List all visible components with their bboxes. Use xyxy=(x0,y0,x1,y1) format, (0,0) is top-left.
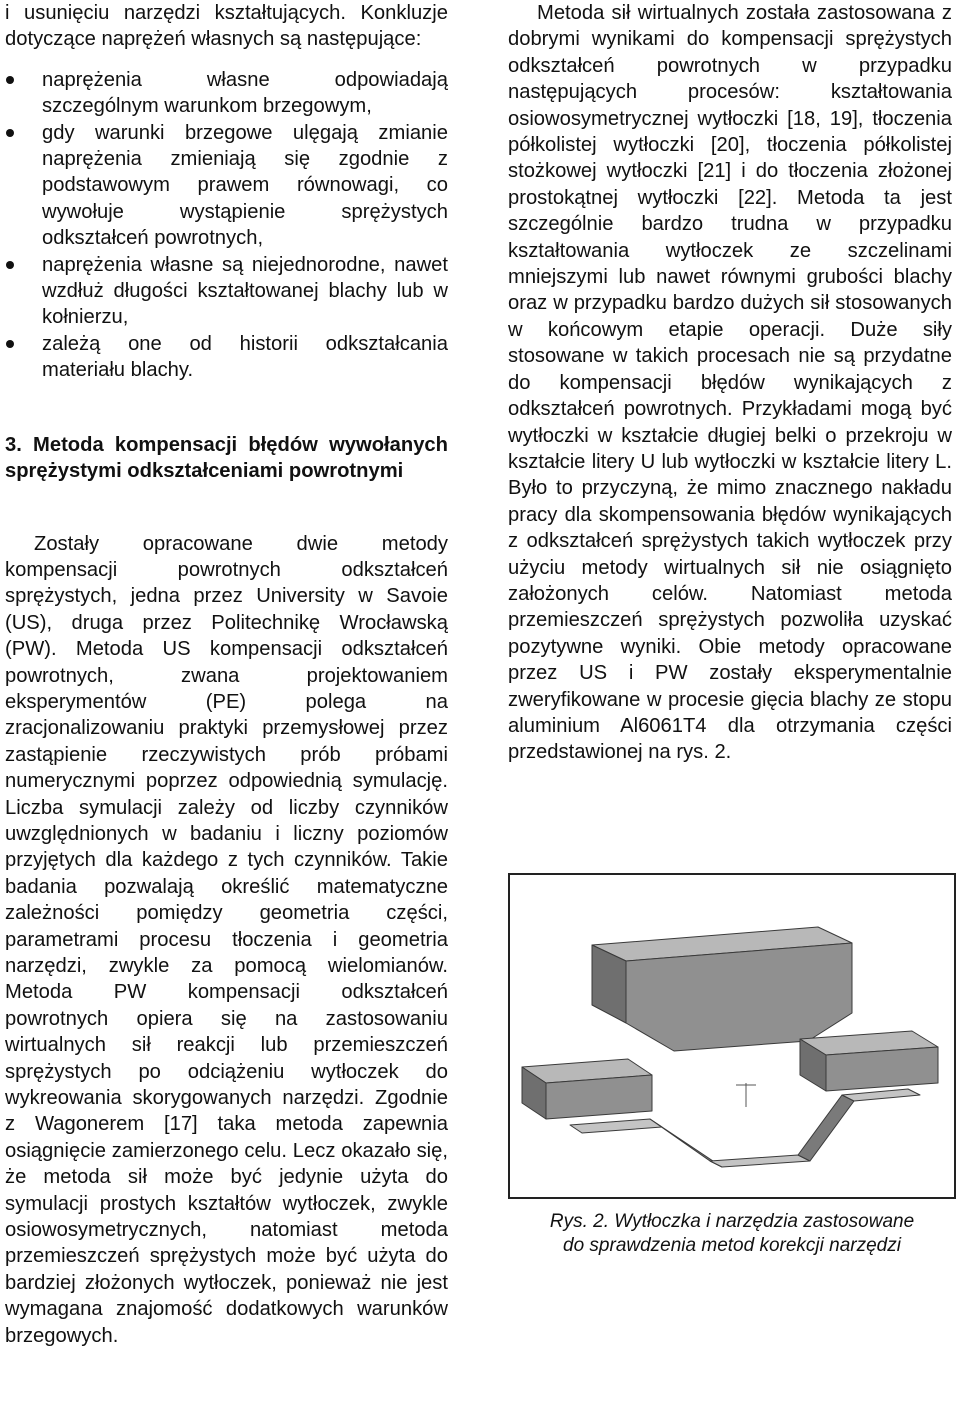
list-item: naprężenia własne odpowiadają szczególnym warunkom brzegowym, xyxy=(5,67,448,120)
sheet-right-wall xyxy=(798,1095,854,1161)
sheet-right-flange xyxy=(842,1089,920,1101)
figure-2 xyxy=(508,873,956,1199)
left-die-front-face xyxy=(546,1075,652,1119)
punch-front-face xyxy=(626,943,852,1051)
body-paragraph: Zostały opracowane dwie metody kompensacji powrotnych odkształceń sprężystych, jedna przez University w Savoie (US), druga przez Politechnikę Wrocławską (PW). Metoda US kompensacji odkształceń powrotnych, zwana projektowaniem eksperymentów (PE) polega na zracjonalizowaniu praktyki przemysłowej przez zastąpienie rzeczywistych prób próbami numerycznymi poprzez odpowiednią symulację. Liczba symulacji zależy od liczby czynników uwzględnionych w badaniu i liczny poziomów przyjętych dla każdego z tych czynników. Takie badania pozwalają określić matematyczne zależności pomiędzy geometria części, parametrami procesu tłoczenia i geometria narzędzi, zwykle za pomocą wielomianów. Metoda PW kompensacji odkształceń powrotnych opiera się na zastosowaniu wirtualnych sił reakcji lub przemieszczeń sprężystych po odciążeniu wytłoczek do wykreowania skorygowanych narzędzi. Zgodnie z Wagonerem [17] taka metoda zapewnia osiągnięcie zamierzonego celu. Lecz okazało się, że metoda sił może być jedynie użyta do symulacji prostych kształtów wytłoczek, zwykle osiowosymetrycznych, natomiast metoda przemieszczeń sprężystych może być użyta do bardziej złożonych wytłoczek, ponieważ nie jest wymagana znajomość dodatkowych warunków brzegowych. xyxy=(5,532,448,1347)
left-column xyxy=(5,0,448,1349)
residual-stress-conclusions-list xyxy=(5,67,448,384)
right-column xyxy=(508,0,952,766)
section-heading: 3. Metoda kompensacji błędów wywołanych sprężystymi odkształceniami powrotnymi xyxy=(5,433,448,483)
sheet-left-flange xyxy=(570,1119,662,1133)
figure-2-illustration xyxy=(510,875,954,1197)
body-paragraph: Metoda sił wirtualnych została zastosowana z dobrymi wynikami do kompensacji sprężystych odkształceń powrotnych w przypadku następujących procesów: kształtowania osiowosymetrycznej wytłoczki [18, 19], tłoczenia półkolistej wytłoczki [20], tłoczenia półkolistej stożkowej wytłoczki [21] i do tłoczenia złożonej prostokątnej wytłoczki [22]. Metoda ta jest szczególnie bardzo trudna w przypadku kształtowania wytłoczek ze szczelinami mniejszymi lub nawet równymi grubości blachy oraz w przypadku bardzo dużych sił stosowanych w końcowym etapie operacji. Duże siły stosowane w takich procesach nie są przydatne do kompensacji błędów wynikających z odkształceń powrotnych. Przykładami mogą być wytłoczki w kształcie długiej belki o przekroju w kształcie litery U lub wytłoczki w kształcie litery L. Było to przyczyną, że mimo znacznego nakładu pracy dla skompensowania błędów wynikających z odkształceń sprężystych takich wytłoczek przy użyciu metody wirtualnych sił nie osiągnięto założonych celów. Natomiast metoda przemieszczeń sprężystych pozwoliła uzyskać pozytywne wyniki. Obie metody opracowane przez US i PW zostały eksperymentalnie zweryfikowane w procesie gięcia blachy ze stopu aluminium Al6061T4 dla otrzymania części przedstawionej na rys. 2. xyxy=(508,2,952,764)
intro-paragraph: i usunięciu narzędzi kształtujących. Konkluzje dotyczące naprężeń własnych są następujące: xyxy=(5,2,448,51)
list-item: naprężenia własne są niejednorodne, nawet wzdłuż długości kształtowanej blachy lub w kołnierzu, xyxy=(5,252,448,331)
sheet-left-wall xyxy=(650,1119,722,1167)
sheet-bottom xyxy=(710,1155,810,1167)
right-die-front-face xyxy=(826,1047,938,1091)
list-item: zależą one od historii odkształcania materiału blachy. xyxy=(5,331,448,384)
figure-2-caption xyxy=(508,1210,956,1258)
caption-line: do sprawdzenia metod korekcji narzędzi xyxy=(563,1235,901,1256)
list-item: gdy warunki brzegowe ulęgają zmianie naprężenia zmieniają się zgodnie z podstawowym prawem równowagi, co wywołuje wystąpienie sprężystych odkształceń powrotnych, xyxy=(5,120,448,252)
caption-line: Rys. 2. Wytłoczka i narzędzia zastosowane xyxy=(549,1211,915,1232)
